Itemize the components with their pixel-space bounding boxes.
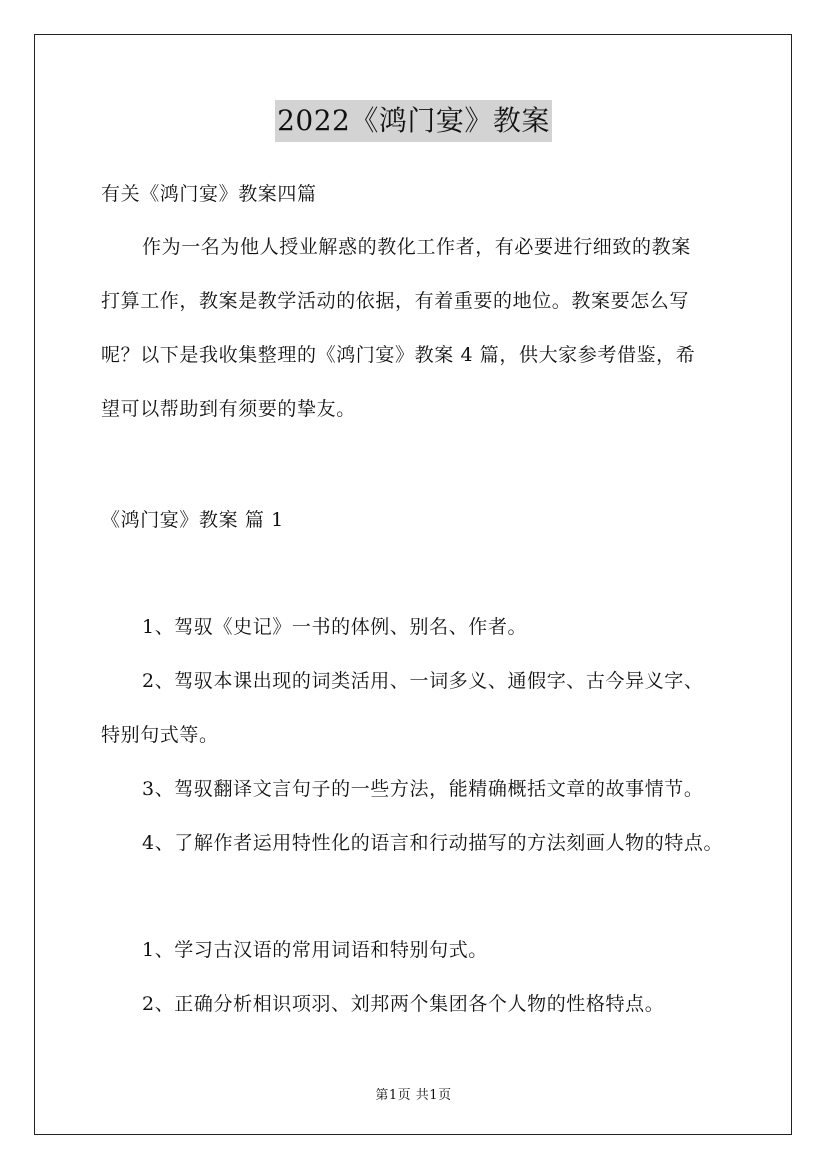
document-title-wrap <box>0 100 827 142</box>
intro-line: 作为一名为他人授业解惑的教化工作者，有必要进行细致的教案 <box>142 236 691 258</box>
goal-item: 2、驾驭本课出现的词类活用、一词多义、通假字、古今异义字、 <box>142 670 704 692</box>
goal-item: 1、驾驭《史记》一书的体例、别名、作者。 <box>142 616 528 638</box>
page-footer: 第1页 共1页 <box>375 1088 452 1103</box>
goal-item: 1、学习古汉语的常用词语和特别句式。 <box>142 939 488 961</box>
section-heading: 《鸿门宴》教案 篇 1 <box>101 509 284 531</box>
subtitle: 有关《鸿门宴》教案四篇 <box>101 183 317 205</box>
goal-item: 2、正确分析相识项羽、刘邦两个集团各个人物的性格特点。 <box>142 993 665 1015</box>
intro-line: 呢？以下是我收集整理的《鸿门宴》教案 4 篇，供大家参考借鉴，希 <box>101 344 696 366</box>
goal-item: 特别句式等。 <box>101 724 219 746</box>
goal-item: 3、驾驭翻译文言句子的一些方法，能精确概括文章的故事情节。 <box>142 778 704 800</box>
intro-line: 打算工作，教案是教学活动的依据，有着重要的地位。教案要怎么写 <box>101 290 690 312</box>
goal-item: 4、了解作者运用特性化的语言和行动描写的方法刻画人物的特点。 <box>142 832 724 854</box>
document-title: 2022《鸿门宴》教案 <box>275 100 552 142</box>
intro-line: 望可以帮助到有须要的挚友。 <box>101 398 356 420</box>
